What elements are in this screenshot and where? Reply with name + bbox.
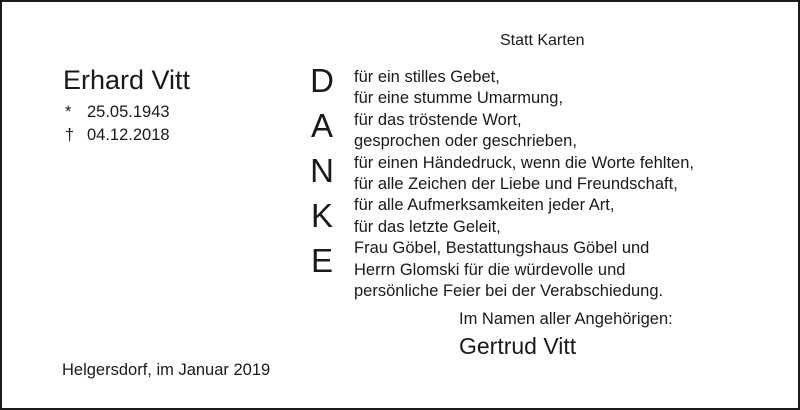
- header-note: Statt Karten: [500, 32, 585, 49]
- signature-name: Gertrud Vitt: [459, 333, 577, 359]
- death-date: 04.12.2018: [87, 126, 170, 144]
- thanks-line: Herrn Glomski für die würdevolle und: [354, 260, 626, 279]
- birth-star-icon: *: [65, 103, 72, 121]
- thanks-line: persönliche Feier bei der Verabschiedung.: [354, 282, 664, 301]
- thanks-line: gesprochen oder geschrieben,: [354, 132, 577, 151]
- regards-line: Im Namen aller Angehörigen:: [459, 310, 673, 328]
- death-date-line: [65, 126, 170, 145]
- thanks-line: für das tröstende Wort,: [354, 110, 522, 129]
- thanks-line: für alle Aufmerksamkeiten jeder Art,: [354, 196, 615, 215]
- thanks-text: [354, 67, 694, 302]
- danke-column: [308, 62, 336, 287]
- cross-icon: †: [65, 126, 75, 144]
- thanks-line: für das letzte Geleit,: [354, 217, 501, 236]
- deceased-name: Erhard Vitt: [63, 65, 191, 95]
- birth-date-line: [65, 103, 170, 122]
- danke-letter: A: [310, 107, 333, 144]
- place-date: Helgersdorf, im Januar 2019: [62, 361, 271, 379]
- birth-date: 25.05.1943: [87, 103, 170, 121]
- thanks-line: für einen Händedruck, wenn die Worte fehlten,: [354, 153, 694, 172]
- danke-letter: K: [310, 197, 333, 234]
- thanks-line: Frau Göbel, Bestattungshaus Göbel und: [354, 239, 650, 258]
- danke-letter: E: [310, 242, 333, 279]
- thanks-line: für ein stilles Gebet,: [354, 68, 500, 86]
- thanks-line: für alle Zeichen der Liebe und Freundschaft,: [354, 175, 678, 194]
- thanks-line: für eine stumme Umarmung,: [354, 89, 564, 108]
- danke-letter: N: [310, 152, 334, 189]
- danke-letter: D: [310, 62, 334, 99]
